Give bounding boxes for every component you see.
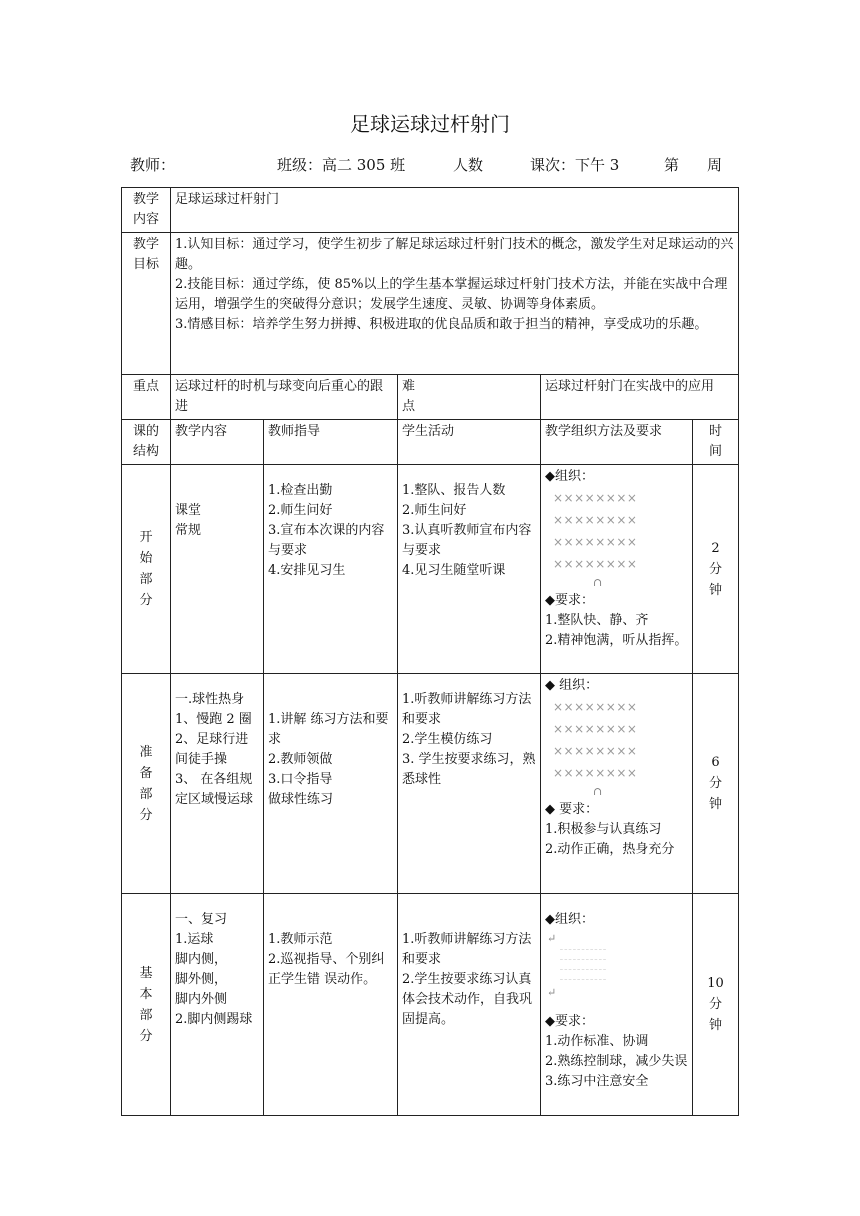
goals-cell: [171, 233, 739, 375]
text-line: 1.听教师讲解练习方法和要求: [402, 692, 532, 727]
text-line: 一.球性热身: [175, 692, 245, 707]
section-start-teacher: [264, 465, 398, 674]
class-field: 班级：高二 305 班: [277, 156, 406, 174]
teacher-field: 教师：: [130, 156, 176, 174]
goal-cognitive: 1.认知目标：通过学习，使学生初步了解足球运球过杆射门技术的概念，激发学生对足球运动的兴趣。: [175, 237, 734, 272]
section-start-time: [693, 465, 739, 674]
section-start-student: [398, 465, 541, 674]
text-line: 钟: [709, 1018, 723, 1033]
text-line: 时: [709, 424, 723, 439]
reqs-text: [545, 1032, 688, 1092]
lesson-plan-table: [121, 187, 739, 1116]
section-prep-content: [171, 674, 264, 894]
text-line: 难: [402, 379, 416, 394]
text-line: 部: [139, 1007, 153, 1023]
section-start-content: [171, 465, 264, 674]
text-line: 2.巡视指导、个别纠正学生错 误动作。: [268, 952, 385, 987]
text-line: 6: [711, 755, 720, 770]
section-start-name: [122, 465, 171, 674]
formation-row: ××××××××: [553, 513, 638, 527]
text-line: 1.整队快、静、齐: [545, 613, 649, 628]
text-line: 2.教师领做: [268, 752, 333, 767]
col-org-header: 教学组织方法及要求: [541, 420, 693, 465]
goal-emotional: 3.情感目标：培养学生努力拼搏、积极进取的优良品质和敢于担当的精神，享受成功的乐趣。: [175, 317, 708, 332]
week-label-a: 第: [664, 156, 680, 174]
text-line: 始: [139, 551, 153, 566]
col-teacher-header: 教师指导: [264, 420, 398, 465]
text-line: 分: [709, 776, 723, 791]
text-line: 4.见习生随堂听课: [402, 563, 506, 578]
text-line: 目标: [132, 257, 159, 272]
difficulty-value: 运球过杆射门在实战中的应用: [541, 375, 739, 420]
col-time-header: [693, 420, 739, 465]
text-line: 脚内外侧: [175, 992, 228, 1007]
text-line: 1.听教师讲解练习方法和要求: [402, 932, 532, 967]
text-line: 本: [139, 986, 153, 1002]
text-line: 3. 学生按要求练习，熟悉球性: [402, 752, 536, 787]
text-line: 间: [709, 444, 723, 459]
content-value: 足球运球过杆射门: [171, 188, 739, 233]
col-student-header: 学生活动: [398, 420, 541, 465]
return-icon: ↵: [547, 986, 557, 999]
formation-row: ××××××××: [553, 722, 638, 736]
text-line: 结构: [132, 444, 159, 459]
text-line: 3.宣布本次课的内容与要求: [268, 523, 385, 558]
text-line: 2、足球行进间徒手操: [175, 732, 249, 767]
text-line: 2.脚内侧踢球: [175, 1012, 253, 1027]
text-line: 1.积极参与认真练习: [545, 822, 662, 837]
structure-label: [122, 420, 171, 465]
req-label: ◆ 要求：: [545, 802, 599, 817]
section-prep-org: [541, 674, 693, 894]
key-value: 运球过杆的时机与球变向后重心的跟进: [171, 375, 398, 420]
text-line: 分: [139, 807, 153, 823]
text-line: 1.教师示范: [268, 932, 333, 947]
return-icon: ↵: [547, 932, 557, 945]
count-field: 人数: [453, 156, 484, 174]
formation-row: ××××××××: [553, 766, 638, 780]
formation-row: ××××××××: [553, 700, 638, 714]
section-prep-student: [398, 674, 541, 894]
text-line: 2: [711, 540, 720, 556]
text-line: 4.安排见习生: [268, 563, 346, 578]
section-prep-teacher: [264, 674, 398, 894]
text-line: 2.学生按要求练习认真体会技术动作，自我巩固提高。: [402, 972, 533, 1027]
text-line: 3.练习中注意安全: [545, 1074, 649, 1089]
section-prep-time: [693, 674, 739, 894]
teacher-position-icon: ∩: [593, 785, 603, 798]
section-basic-content: [171, 894, 264, 1116]
content-label: [122, 188, 171, 233]
week-label-b: 周: [707, 156, 723, 174]
text-line: 3.认真听教师宣布内容与要求: [402, 523, 532, 558]
text-line: 2.学生模仿练习: [402, 732, 493, 747]
text-line: 分: [709, 561, 723, 577]
text-line: 2.师生问好: [268, 503, 333, 518]
section-prep-name: [122, 674, 171, 894]
drill-dot-row: ⁻⁻⁻⁻⁻⁻⁻⁻⁻⁻⁻: [559, 956, 607, 965]
text-line: 3、 在各组规定区域慢运球: [175, 772, 254, 807]
text-line: 钟: [709, 797, 723, 812]
text-line: 基: [139, 965, 153, 981]
formation-row: ××××××××: [553, 744, 638, 758]
section-basic-time: [693, 894, 739, 1116]
text-line: 常规: [175, 523, 202, 538]
org-label: ◆组织：: [545, 912, 594, 927]
text-line: 2.动作正确，热身充分: [545, 842, 675, 857]
text-line: 课的: [132, 424, 159, 439]
text-line: 分: [139, 1028, 153, 1044]
org-label: ◆ 组织：: [545, 678, 599, 693]
text-line: 内容: [132, 212, 159, 227]
text-line: 1.讲解 练习方法和要求: [268, 712, 389, 747]
section-basic-org: [541, 894, 693, 1116]
text-line: 2.精神饱满，听从指挥。: [545, 633, 688, 648]
period-field: 课次：下午 3: [530, 156, 620, 174]
req-label: ◆要求：: [545, 593, 594, 608]
text-line: 做球性练习: [268, 792, 334, 807]
goal-skill: 2.技能目标：通过学练，使 85%以上的学生基本掌握运球过杆射门技术方法，并能在实战中合理运用，增强学生的突破得分意识；发展学生速度、灵敏、协调等身体素质。: [175, 277, 728, 312]
page-title: 足球运球过杆射门: [350, 112, 510, 136]
section-basic-teacher: [264, 894, 398, 1116]
text-line: 开: [139, 530, 153, 545]
teacher-position-icon: ∩: [593, 576, 603, 589]
section-basic-name: [122, 894, 171, 1116]
text-line: 1、慢跑 2 圈: [175, 712, 252, 727]
text-line: 部: [139, 786, 153, 802]
reqs-text: [545, 820, 688, 860]
text-line: 一、复习: [175, 912, 228, 927]
formation-row: ××××××××: [553, 557, 638, 571]
text-line: 教学: [132, 192, 159, 207]
text-line: 备: [139, 765, 153, 781]
goal-label: [122, 233, 171, 375]
reqs-text: [545, 611, 688, 651]
text-line: 1.整队、报告人数: [402, 483, 506, 498]
text-line: 准: [139, 744, 153, 760]
text-line: 2.熟练控制球，减少失误: [545, 1054, 688, 1069]
text-line: 钟: [709, 582, 723, 598]
text-line: 脚外侧，: [175, 972, 228, 987]
text-line: 分: [139, 593, 153, 608]
formation-diagram: [545, 487, 688, 591]
text-line: 分: [709, 997, 723, 1012]
difficulty-label: [398, 375, 541, 420]
formation-diagram: [545, 696, 688, 800]
section-start-org: [541, 465, 693, 674]
text-line: 1.检查出勤: [268, 483, 333, 498]
text-line: 脚内侧，: [175, 952, 228, 967]
text-line: 教学: [132, 237, 159, 252]
text-line: 部: [139, 572, 153, 587]
formation-row: ××××××××: [553, 535, 638, 549]
text-line: 10: [707, 976, 724, 991]
key-label: 重点: [122, 375, 171, 420]
drill-dot-row: ⁻⁻⁻⁻⁻⁻⁻⁻⁻⁻⁻: [559, 946, 607, 955]
req-label: ◆要求：: [545, 1014, 594, 1029]
drill-dot-row: ⁻⁻⁻⁻⁻⁻⁻⁻⁻⁻⁻: [559, 966, 607, 975]
section-basic-student: [398, 894, 541, 1116]
text-line: 2.师生问好: [402, 503, 467, 518]
text-line: 点: [402, 399, 416, 414]
col-content-header: 教学内容: [171, 420, 264, 465]
drill-dot-row: ⁻⁻⁻⁻⁻⁻⁻⁻⁻⁻⁻: [559, 976, 607, 985]
text-line: 课堂: [175, 503, 202, 518]
formation-row: ××××××××: [553, 491, 638, 505]
drill-diagram: [545, 930, 688, 1004]
org-label: ◆组织：: [545, 469, 594, 484]
text-line: 3.口令指导: [268, 772, 333, 787]
text-line: 1.运球: [175, 932, 214, 947]
text-line: 1.动作标准、协调: [545, 1034, 649, 1049]
